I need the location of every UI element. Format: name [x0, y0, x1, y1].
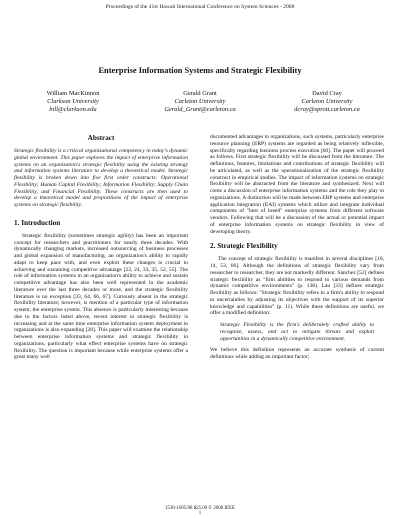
author-email: bill@clarkson.edu	[49, 106, 97, 114]
left-column	[14, 134, 188, 366]
author-affiliation: Carleton University	[301, 98, 353, 106]
author-affiliation: Clarkson University	[47, 98, 99, 106]
author-email: dcray@sprott.carleton.ca	[294, 106, 360, 114]
author-name: William MacKinnon	[46, 90, 100, 97]
author-name: David Cray	[312, 90, 342, 97]
section-2-paragraph: The concept of strategic flexibility is manifest in several disciplines [10, 14, 53, 66]. Although the definitions of strategic flexibility vary from researcher to researcher, they are not markedly different. Sanchez [52] defines strategic flexibility as "firm abilities to respond to various demands from dynamic competitive environments" (p. 138). Lau [33] defines strategic flexibility as follows: "Strategic flexibility refers to a firm's ability to respond to uncertainties by adjusting its objectives with the support of its superior knowledge and capabilities" (p. 11). While these definitions are useful, we offer a modified definition:	[210, 256, 384, 317]
introduction-heading: 1. Introduction	[14, 218, 61, 227]
author-email: Gerald_Grant@carleton.ca	[164, 106, 236, 114]
right-column	[210, 134, 384, 366]
introduction-continuation: documented advantages to organizations, such systems, particularly enterprise resource planning (ERP) systems are regarded as being relatively inflexible, specifically regarding business process execution [60]. The paper will proceed as follows. First strategic flexibility will be discussed from the literature. The definitions, features, limitations and contributions of strategic flexibility will be articulated, as well as the operationalization of the strategic flexibility construct in empirical studies. The impact of information systems on strategic flexibility will be abstracted from the literature and synthesized. Next will come a discussion of enterprise information systems and the role they play in organizations. A distinction will be made between ERP systems and enterprise application integration (EAI) systems which utilize and integrate individual components of "best of breed" enterprise systems from different software vendors. Following that will be a discussion of the actual or potential impact of enterprise information systems on strategic flexibility in view of developing theory.	[210, 134, 384, 235]
running-header: Proceedings of the 41st Hawaii International Conference on System Sciences - 2008	[105, 4, 295, 10]
author-name: Gerald Grant	[183, 90, 217, 97]
author-1	[18, 90, 128, 115]
abstract-text: Strategic flexibility is a critical organizational competency in today's dynamic global environment. This paper explores the impact of enterprise information systems on an organization's strategic flexibility using the existing strategy and information systems literature to develop a theoretical model. Strategic flexibility is broken down into five first order constructs: Operational Flexibility; Human Capital Flexibility; Information Flexibility; Supply Chain Flexibility, and Financial Flexibility. These constructs are then used to develop a theoretical model and propositions of the impact of enterprise systems on strategic flexibility.	[14, 148, 188, 208]
copyright-line: 1530-1605/08 $25.00 © 2008 IEEE	[165, 506, 235, 511]
definition-quote: Strategic Flexibility is the firm's deliberately crafted ability to recognize, assess, and act to mitigate threats and exploit opportunities in a dynamically competitive environment.	[220, 322, 374, 342]
introduction-paragraph: Strategic flexibility (sometimes strategic agility) has been an important concept for researchers and practitioners for nearly three decades. With dynamically changing markets, increased outsourcing of business processes and global expansion of manufacturing, an organization's ability to rapidly adapt to keep pace with, and even exploit these changes is crucial to achieving and sustaining competitive advantage [23, 24, 33, 35, 52, 55]. The role of information systems in an organization's ability to achieve and sustain competitive advantage has also been well represented in the academic literature over the last three decades or more, and the strategic flexibility literature is no exception [33, 64, 66, 67]. Curiously absent in the strategic flexibility literature; however, is mention of a particular type of information system; the enterprise system. This absence is particularly interesting because due to the factors listed above, recent interest in strategic flexibility is increasing and at the same time enterprise information system deployment in organizations is also expanding [28]. This paper will examine the relationship between enterprise information systems and strategic flexibility in organizations, particularly what effect enterprise systems have on strategic flexibility. The question is important because while enterprise systems offer a great many well	[14, 232, 188, 361]
author-3	[272, 90, 382, 115]
paper-title: Enterprise Information Systems and Strategic Flexibility	[98, 66, 302, 75]
author-block	[18, 90, 382, 115]
section-2-heading: 2. Strategic Flexibility	[210, 242, 278, 251]
author-2	[145, 90, 255, 115]
section-2-final-paragraph: We believe this definition represents an accurate synthesis of current definitions while adding an important factor;	[210, 347, 384, 360]
author-affiliation: Carleton University	[174, 98, 226, 106]
page-footer	[0, 506, 400, 516]
abstract-heading: Abstract	[87, 134, 115, 142]
page-number: 1	[198, 511, 202, 516]
